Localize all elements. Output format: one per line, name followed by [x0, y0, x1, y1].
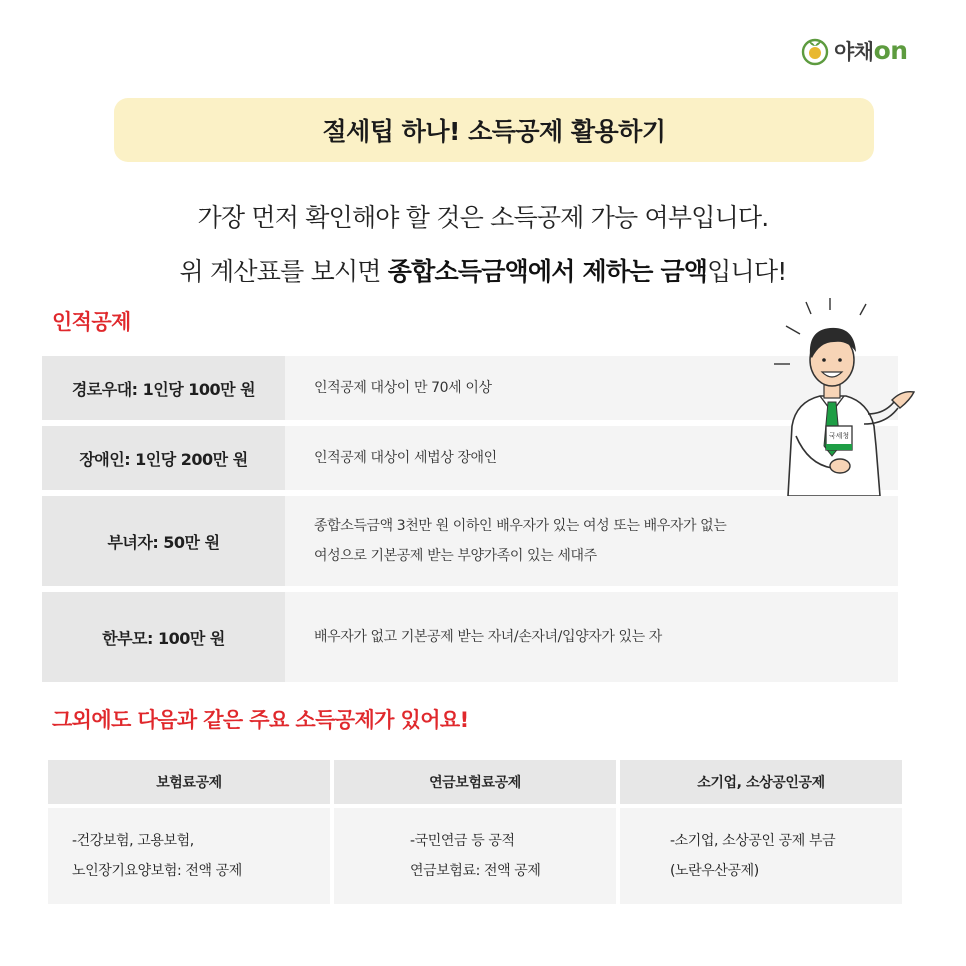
- column-header: 소기업, 소상공인공제: [620, 760, 902, 804]
- deduction-label: 한부모: 100만 원: [42, 592, 285, 682]
- deduction-label: 장애인: 1인당 200만 원: [42, 426, 285, 490]
- vegetable-logo-icon: [800, 36, 830, 66]
- deduction-description: 인적공제 대상이 만 70세 이상: [314, 380, 492, 396]
- intro-highlight: 종합소득금액에서 제하는 금액: [387, 257, 708, 286]
- section-title-other-deductions: 그외에도 다음과 같은 주요 소득공제가 있어요!: [52, 708, 469, 732]
- column-body: -건강보험, 고용보험, 노인장기요양보험: 전액 공제: [48, 808, 330, 904]
- deduction-description: 인적공제 대상이 세법상 장애인: [314, 450, 497, 466]
- deduction-column-small-business: [620, 760, 902, 904]
- badge-label: 국세청: [828, 432, 850, 440]
- column-body: -소기업, 소상공인 공제 부금 (노란우산공제): [620, 808, 902, 904]
- deduction-row: [42, 496, 898, 586]
- deduction-column-pension: [334, 760, 616, 904]
- column-body: -국민연금 등 공적 연금보험료: 전액 공제: [334, 808, 616, 904]
- brand-logo: [800, 34, 908, 68]
- deduction-column-insurance: [48, 760, 330, 904]
- intro-line-2: 위 계산표를 보시면 종합소득금액에서 제하는 금액입니다!: [179, 257, 787, 286]
- column-header: 보험료공제: [48, 760, 330, 804]
- deduction-label: 부녀자: 50만 원: [42, 496, 285, 586]
- deduction-label: 경로우대: 1인당 100만 원: [42, 356, 285, 420]
- deduction-row: [42, 592, 898, 682]
- page-title: 절세팁 하나! 소득공제 활용하기: [322, 117, 666, 146]
- page-title-banner: [114, 98, 874, 162]
- presenter-illustration: [768, 296, 916, 496]
- brand-name: 야채on: [834, 36, 908, 65]
- intro-line-1: 가장 먼저 확인해야 할 것은 소득공제 가능 여부입니다.: [197, 203, 769, 232]
- column-header: 연금보험료공제: [334, 760, 616, 804]
- section-title-personal-deduction: 인적공제: [52, 310, 131, 334]
- deduction-description: 배우자가 없고 기본공제 받는 자녀/손자녀/입양자가 있는 자: [314, 629, 662, 645]
- deduction-description: 종합소득금액 3천만 원 이하인 배우자가 있는 여성 또는 배우자가 없는 여성으로 기본공제 받는 부양가족이 있는 세대주: [314, 518, 727, 564]
